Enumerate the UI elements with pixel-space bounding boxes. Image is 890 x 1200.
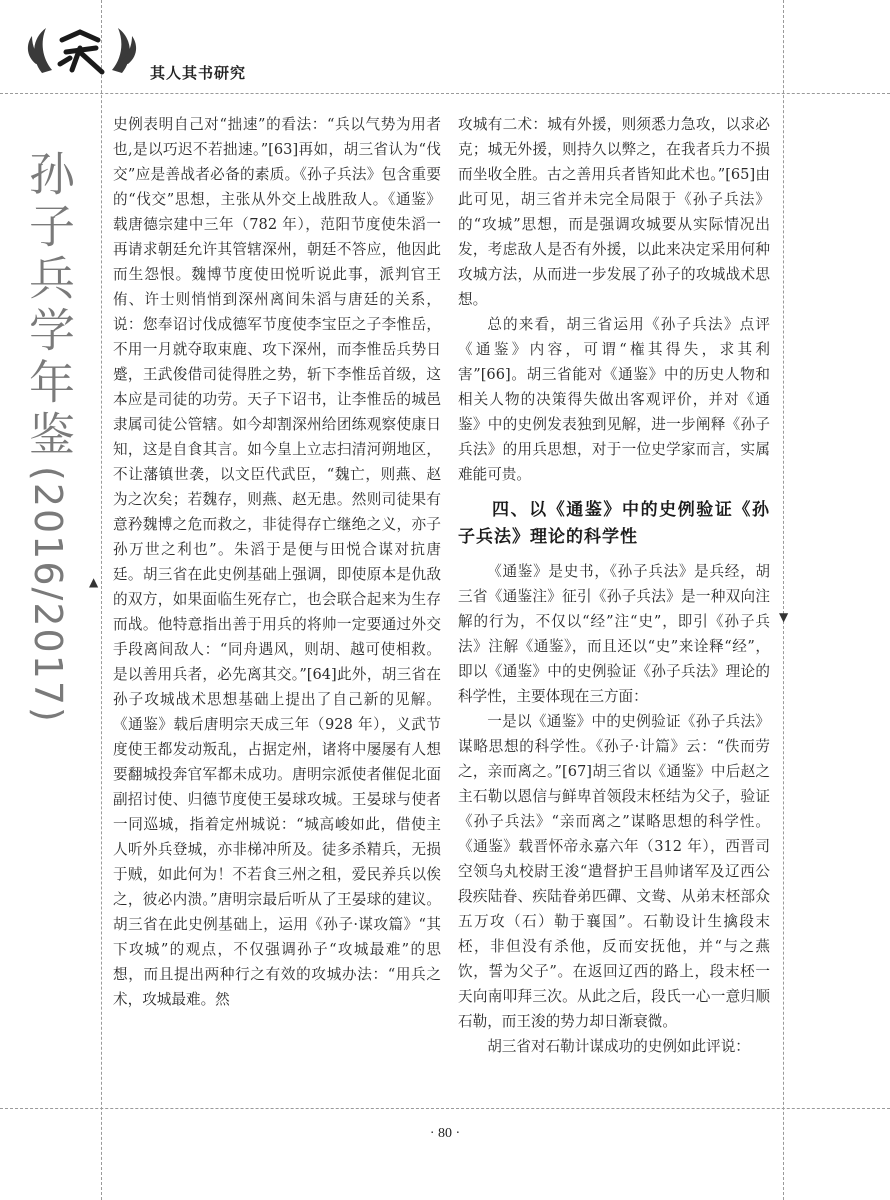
vertical-title-main: 孙子兵学年鉴 [22, 150, 76, 462]
section-heading: 四、以《通鉴》中的史例验证《孙子兵法》理论的科学性 [458, 500, 770, 547]
right-text-column [458, 112, 770, 1059]
body-paragraph: 一是以《通鉴》中的史例验证《孙子兵法》谋略思想的科学性。《孙子·计篇》云：“佚而劳之，亲而离之。”[67]胡三省以《通鉴》中后赵之主石勒以恩信与鲜卑首领段末柸结为父子，验证《孙子兵法》“亲而离之”谋略思想的科学性。《通鉴》载晋怀帝永嘉六年（312 年），西晋司空领乌丸校尉王浚“遣督护王昌帅诸军及辽西公段疾陆眷、疾陆眷弟匹磾、文鸯、从弟末柸部众五万攻（石）勒于襄国”。石勒设计生擒段末柸，非但没有杀他，反而安抚他，并“与之燕饮，誓为父子”。在返回辽西的路上，段末柸一天向南叩拜三次。从此之后，段氏一心一意归顺石勒，而王浚的势力却日渐衰微。 [458, 713, 770, 1030]
vertical-book-title [18, 150, 78, 724]
bottom-dashed-rule [0, 1108, 890, 1109]
body-paragraph: 史例表明自己对“拙速”的看法：“兵以气势为用者也,是以巧迟不若拙速。”[63]再如，胡三省认为“伐交”应是善战者必备的素质。《孙子兵法》包含重要的“伐交”思想，主张从外交上战胜敌人。《通鉴》载唐德宗建中三年（782 年），范阳节度使朱滔一再请求朝廷允许其管辖深州，朝廷不答应，他因此而生怨恨。魏博节度使田悦听说此事，派判官王侑、许士则悄悄到深州离间朱滔与唐廷的关系，说：您奉诏讨伐成德军节度使李宝臣之子李惟岳，不用一月就夺取束鹿、攻下深州，而李惟岳兵势日蹙，王武俊借司徒得胜之势，斩下李惟岳首级，这本应是司徒的功劳。天子下诏书，让李惟岳的城邑隶属司徒公管辖。如今却割深州给团练观察使康日知，这是自食其言。如今皇上立志扫清河朔地区，不让藩镇世袭，以文臣代武臣，“魏亡，则燕、赵为之次矣；若魏存，则燕、赵无患。然则司徒果有意矜魏博之危而救之，非徒得存亡继绝之义，亦子孙万世之利也”。朱滔于是便与田悦合谋对抗唐廷。胡三省在此史例基础上强调，即使原本是仇敌的双方，如果面临生死存亡，也会联合起来为生存而战。他特意指出善于用兵的将帅一定要通过外交手段离间敌人：“同舟遇风，则胡、越可使相救。是以善用兵者，必先离其交。”[64]此外，胡三省在孙子攻城战术思想基础上提出了自己新的见解。《通鉴》载后唐明宗天成三年（928 年），义武节度使王都发动叛乱，占据定州，诸将中屡屡有人想要翻城投奔官军都未成功。唐明宗派使者催促北面副招讨使、归德节度使王晏球攻城。王晏球与使者一同巡城，指着定州城说：“城高峻如此，借使主人听外兵登城，亦非梯冲所及。徒多杀精兵，无损于贼，如此何为！不若食三州之租，爱民养兵以俟之，彼必内溃。”唐明宗最后听从了王晏球的建议。胡三省在此史例基础上，运用《孙子·谋攻篇》“其下攻城”的观点，不仅强调孙子“攻城最难”的思想，而且提出两种行之有效的攻城办法：“用兵之术，攻城最难。然 [113, 116, 441, 1008]
body-paragraph: 总的来看，胡三省运用《孙子兵法》点评《通鉴》内容，可谓“権其得失，求其利害”[66]。胡三省能对《通鉴》中的历史人物和相关人物的决策得失做出客观评价，并对《通鉴》中的史例发表独到见解，进一步阐释《孙子兵法》的用兵思想，对于一位史学家而言，实属难能可贵。 [458, 316, 770, 483]
top-dashed-rule [0, 93, 890, 94]
arrow-up-icon: ▲ [89, 575, 99, 589]
left-dashed-rule [101, 0, 102, 1200]
body-paragraph: 《通鉴》是史书，《孙子兵法》是兵经，胡三省《通鉴注》征引《孙子兵法》是一种双向注解的行为，不仅以“经”注“史”，即引《孙子兵法》注解《通鉴》，而且还以“史”来诠释“经”，即以《通鉴》中的史例验证《孙子兵法》理论的科学性，主要体现在三方面： [458, 563, 770, 705]
arrow-down-icon: ▼ [779, 610, 789, 624]
running-header-title: 其人其书研究 [150, 64, 247, 82]
journal-logo-icon [22, 18, 142, 88]
body-paragraph: 胡三省对石勒计谋成功的史例如此评说： [487, 1038, 750, 1055]
body-paragraph: 攻城有二术：城有外援，则须悉力急攻，以求必克；城无外援，则持久以弊之，在我者兵力不损而坐收全胜。古之善用兵者皆知此术也。”[65]由此可见，胡三省并未完全局限于《孙子兵法》的“攻城”思想，而是强调攻城要从实际情况出发，考虑敌人是否有外援，以此来决定采用何种攻城方法，从而进一步发展了孙子的攻城战术思想。 [458, 116, 770, 308]
right-dashed-rule [783, 0, 784, 1200]
left-text-column [113, 112, 441, 1012]
vertical-title-year: (2016/2017) [26, 466, 70, 724]
page-number: · 80 · [429, 1126, 461, 1141]
